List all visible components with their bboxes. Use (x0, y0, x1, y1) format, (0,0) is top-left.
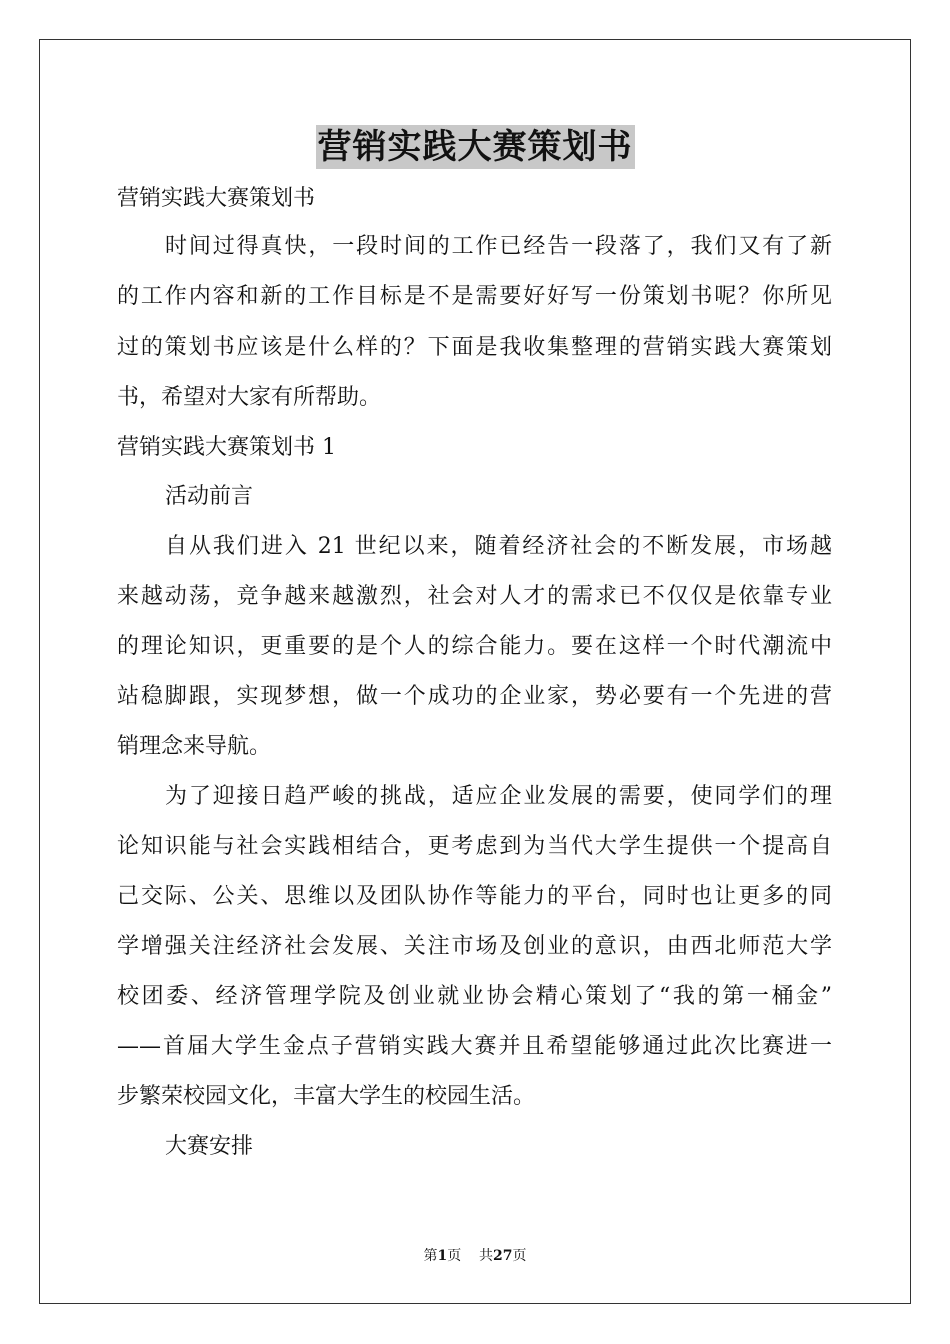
title-container (0, 125, 950, 169)
footer-page-prefix: 第 (423, 1248, 438, 1264)
paragraph-line: 学增强关注经济社会发展、关注市场及创业的意识，由西北师范大学 (117, 934, 832, 959)
paragraph-line: 来越动荡，竞争越来越激烈，社会对人才的需求已不仅仅是依靠专业 (117, 584, 832, 609)
page-footer (0, 1246, 950, 1266)
footer-total-pages: 27 (493, 1248, 513, 1264)
footer-total-prefix: 共 (479, 1248, 494, 1264)
page-border (39, 39, 911, 1304)
subsection-heading: 活动前言 (165, 484, 254, 509)
paragraph-line: 为了迎接日趋严峻的挑战，适应企业发展的需要，使同学们的理 (165, 784, 832, 809)
subsection-heading: 大赛安排 (165, 1134, 254, 1159)
footer-page-suffix: 页 (447, 1248, 462, 1264)
paragraph-line: 己交际、公关、思维以及团队协作等能力的平台，同时也让更多的同 (117, 884, 832, 909)
document-title: 营销实践大赛策划书 (317, 127, 633, 167)
paragraph-line: 论知识能与社会实践相结合，更考虑到为当代大学生提供一个提高自 (117, 834, 832, 859)
paragraph-line: 步繁荣校园文化，丰富大学生的校园生活。 (117, 1084, 536, 1109)
section-heading: 营销实践大赛策划书 1 (117, 435, 336, 460)
paragraph-line: ——首届大学生金点子营销实践大赛并且希望能够通过此次比赛进一 (117, 1034, 832, 1059)
paragraph-line: 校团委、经济管理学院及创业就业协会精心策划了“我的第一桶金” (117, 984, 832, 1009)
paragraph-line: 的工作内容和新的工作目标是不是需要好好写一份策划书呢？你所见 (117, 284, 832, 309)
paragraph-line: 书，希望对大家有所帮助。 (117, 385, 382, 410)
paragraph-line: 自从我们进入 21 世纪以来，随着经济社会的不断发展，市场越 (165, 534, 832, 559)
footer-page-number: 1 (437, 1248, 448, 1264)
footer-total-suffix: 页 (512, 1248, 527, 1264)
paragraph-line: 时间过得真快，一段时间的工作已经告一段落了，我们又有了新 (165, 234, 832, 259)
paragraph-line: 过的策划书应该是什么样的？下面是我收集整理的营销实践大赛策划 (117, 335, 832, 360)
paragraph-line: 的理论知识，更重要的是个人的综合能力。要在这样一个时代潮流中 (117, 634, 832, 659)
subtitle-line: 营销实践大赛策划书 (117, 186, 316, 211)
paragraph-line: 站稳脚跟，实现梦想，做一个成功的企业家，势必要有一个先进的营 (117, 684, 832, 709)
paragraph-line: 销理念来导航。 (117, 734, 272, 759)
